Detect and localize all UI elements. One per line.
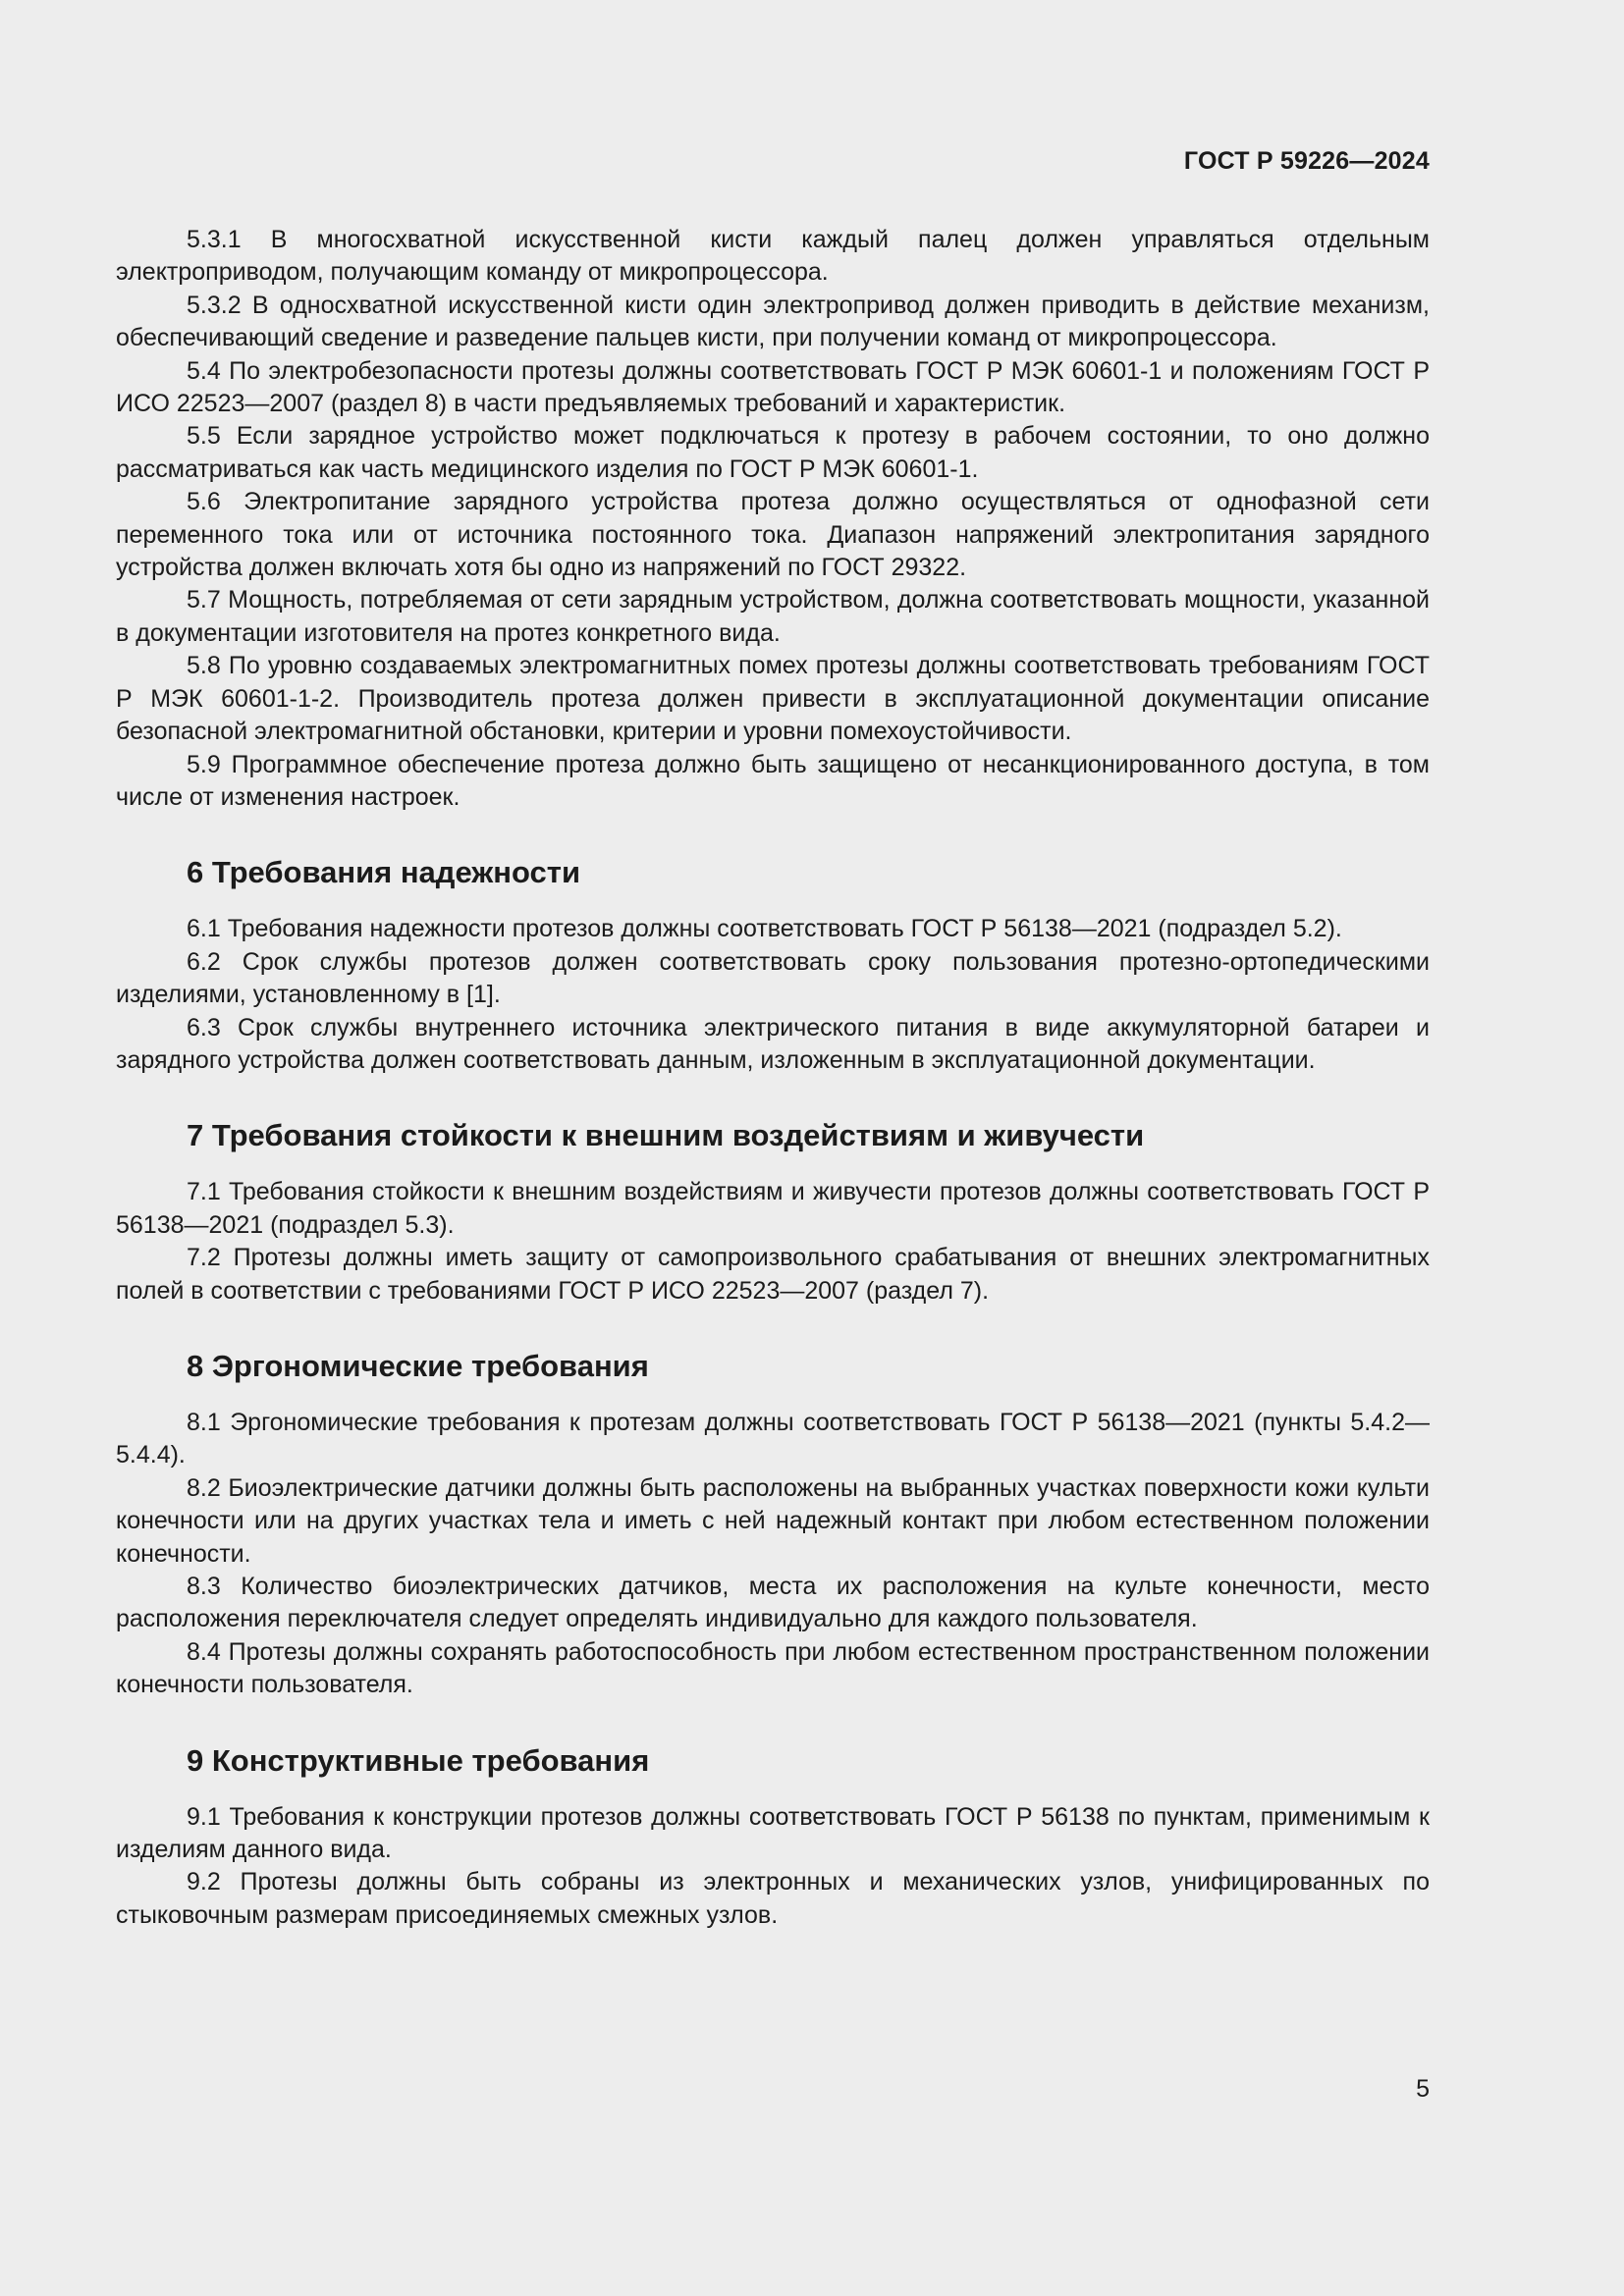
paragraph-6-2: 6.2 Срок службы протезов должен соответствовать сроку пользования протезно-ортопедическими изделиями, установленному в [1]. bbox=[116, 947, 1430, 1009]
paragraph-8-4: 8.4 Протезы должны сохранять работоспособность при любом естественном пространственном положении конечности пользователя. bbox=[116, 1637, 1430, 1699]
section-9 bbox=[116, 1741, 1430, 1933]
paragraph-5-7: 5.7 Мощность, потребляемая от сети зарядным устройством, должна соответствовать мощности, указанной в документации изготовителя на протез конкретного вида. bbox=[116, 586, 1430, 647]
paragraph-6-3: 6.3 Срок службы внутреннего источника электрического питания в виде аккумуляторной батареи и зарядного устройства должен соответствовать данным, изложенным в эксплуатационной документации. bbox=[116, 1013, 1430, 1074]
section-title-6: 6 Требования надежности bbox=[187, 855, 581, 890]
section-title-9: 9 Конструктивные требования bbox=[187, 1742, 650, 1778]
document-body bbox=[116, 224, 1430, 1932]
paragraph-9-2: 9.2 Протезы должны быть собраны из электронных и механических узлов, унифицированных по стыковочным размерам присоединяемых смежных узлов. bbox=[116, 1868, 1430, 1929]
paragraph-5-3-2: 5.3.2 В односхватной искусственной кисти один электропривод должен приводить в действие механизм, обеспечивающий сведение и разведение пальцев кисти, при получении команд от микропроцессора. bbox=[116, 291, 1430, 352]
paragraph-6-1: 6.1 Требования надежности протезов должны соответствовать ГОСТ Р 56138—2021 (подраздел 5.2). bbox=[187, 915, 1342, 943]
paragraph-8-1: 8.1 Эргономические требования к протезам должны соответствовать ГОСТ Р 56138—2021 (пункты 5.4.2—5.4.4). bbox=[116, 1408, 1430, 1469]
paragraph-7-2: 7.2 Протезы должны иметь защиту от самопроизвольного срабатывания от внешних электромагнитных полей в соответствии с требованиями ГОСТ Р ИСО 22523—2007 (раздел 7). bbox=[116, 1244, 1430, 1305]
paragraph-7-1: 7.1 Требования стойкости к внешним воздействиям и живучести протезов должны соответствовать ГОСТ Р 56138—2021 (подраздел 5.3). bbox=[116, 1178, 1430, 1239]
paragraph-8-3: 8.3 Количество биоэлектрических датчиков, места их расположения на культе конечности, место расположения переключателя следует определять индивидуально для каждого пользователя. bbox=[116, 1573, 1430, 1633]
paragraph-5-8: 5.8 По уровню создаваемых электромагнитных помех протезы должны соответствовать требованиям ГОСТ Р МЭК 60601-1-2. Производитель протеза должен привести в эксплуатационной документации описание безопасной электромагнитной обстановки, критерии и уровни помехоустойчивости. bbox=[116, 652, 1430, 746]
section-7 bbox=[116, 1116, 1430, 1308]
paragraph-5-4: 5.4 По электробезопасности протезы должны соответствовать ГОСТ Р МЭК 60601-1 и положениям ГОСТ Р ИСО 22523—2007 (раздел 8) в части предъявляемых требований и характеристик. bbox=[116, 356, 1430, 418]
document-code-header: ГОСТ Р 59226—2024 bbox=[1183, 147, 1430, 175]
paragraph-9-1: 9.1 Требования к конструкции протезов должны соответствовать ГОСТ Р 56138 по пунктам, применимым к изделиям данного вида. bbox=[116, 1802, 1430, 1864]
paragraph-5-5: 5.5 Если зарядное устройство может подключаться к протезу в рабочем состоянии, то оно должно рассматриваться как часть медицинского изделия по ГОСТ Р МЭК 60601-1. bbox=[116, 422, 1430, 483]
section-6 bbox=[116, 853, 1430, 1077]
section-title-7: 7 Требования стойкости к внешним воздействиям и живучести bbox=[187, 1118, 1145, 1153]
page-number: 5 bbox=[1416, 2075, 1430, 2103]
section-5-continuation bbox=[116, 224, 1430, 814]
paragraph-5-9: 5.9 Программное обеспечение протеза должно быть защищено от несанкционированного доступа, в том числе от изменения настроек. bbox=[116, 750, 1430, 811]
section-title-8: 8 Эргономические требования bbox=[187, 1348, 649, 1383]
paragraph-5-6: 5.6 Электропитание зарядного устройства протеза должно осуществляться от однофазной сети переменного тока или от источника постоянного тока. Диапазон напряжений электропитания зарядного устройства должен включать хотя бы одно из напряжений по ГОСТ 29322. bbox=[116, 488, 1430, 582]
paragraph-8-2: 8.2 Биоэлектрические датчики должны быть расположены на выбранных участках поверхности кожи культи конечности или на других участках тела и иметь с ней надежный контакт при любом естественном положении конечности. bbox=[116, 1473, 1430, 1568]
section-8 bbox=[116, 1347, 1430, 1702]
paragraph-5-3-1: 5.3.1 В многосхватной искусственной кисти каждый палец должен управляться отдельным электроприводом, получающим команду от микропроцессора. bbox=[116, 226, 1430, 287]
